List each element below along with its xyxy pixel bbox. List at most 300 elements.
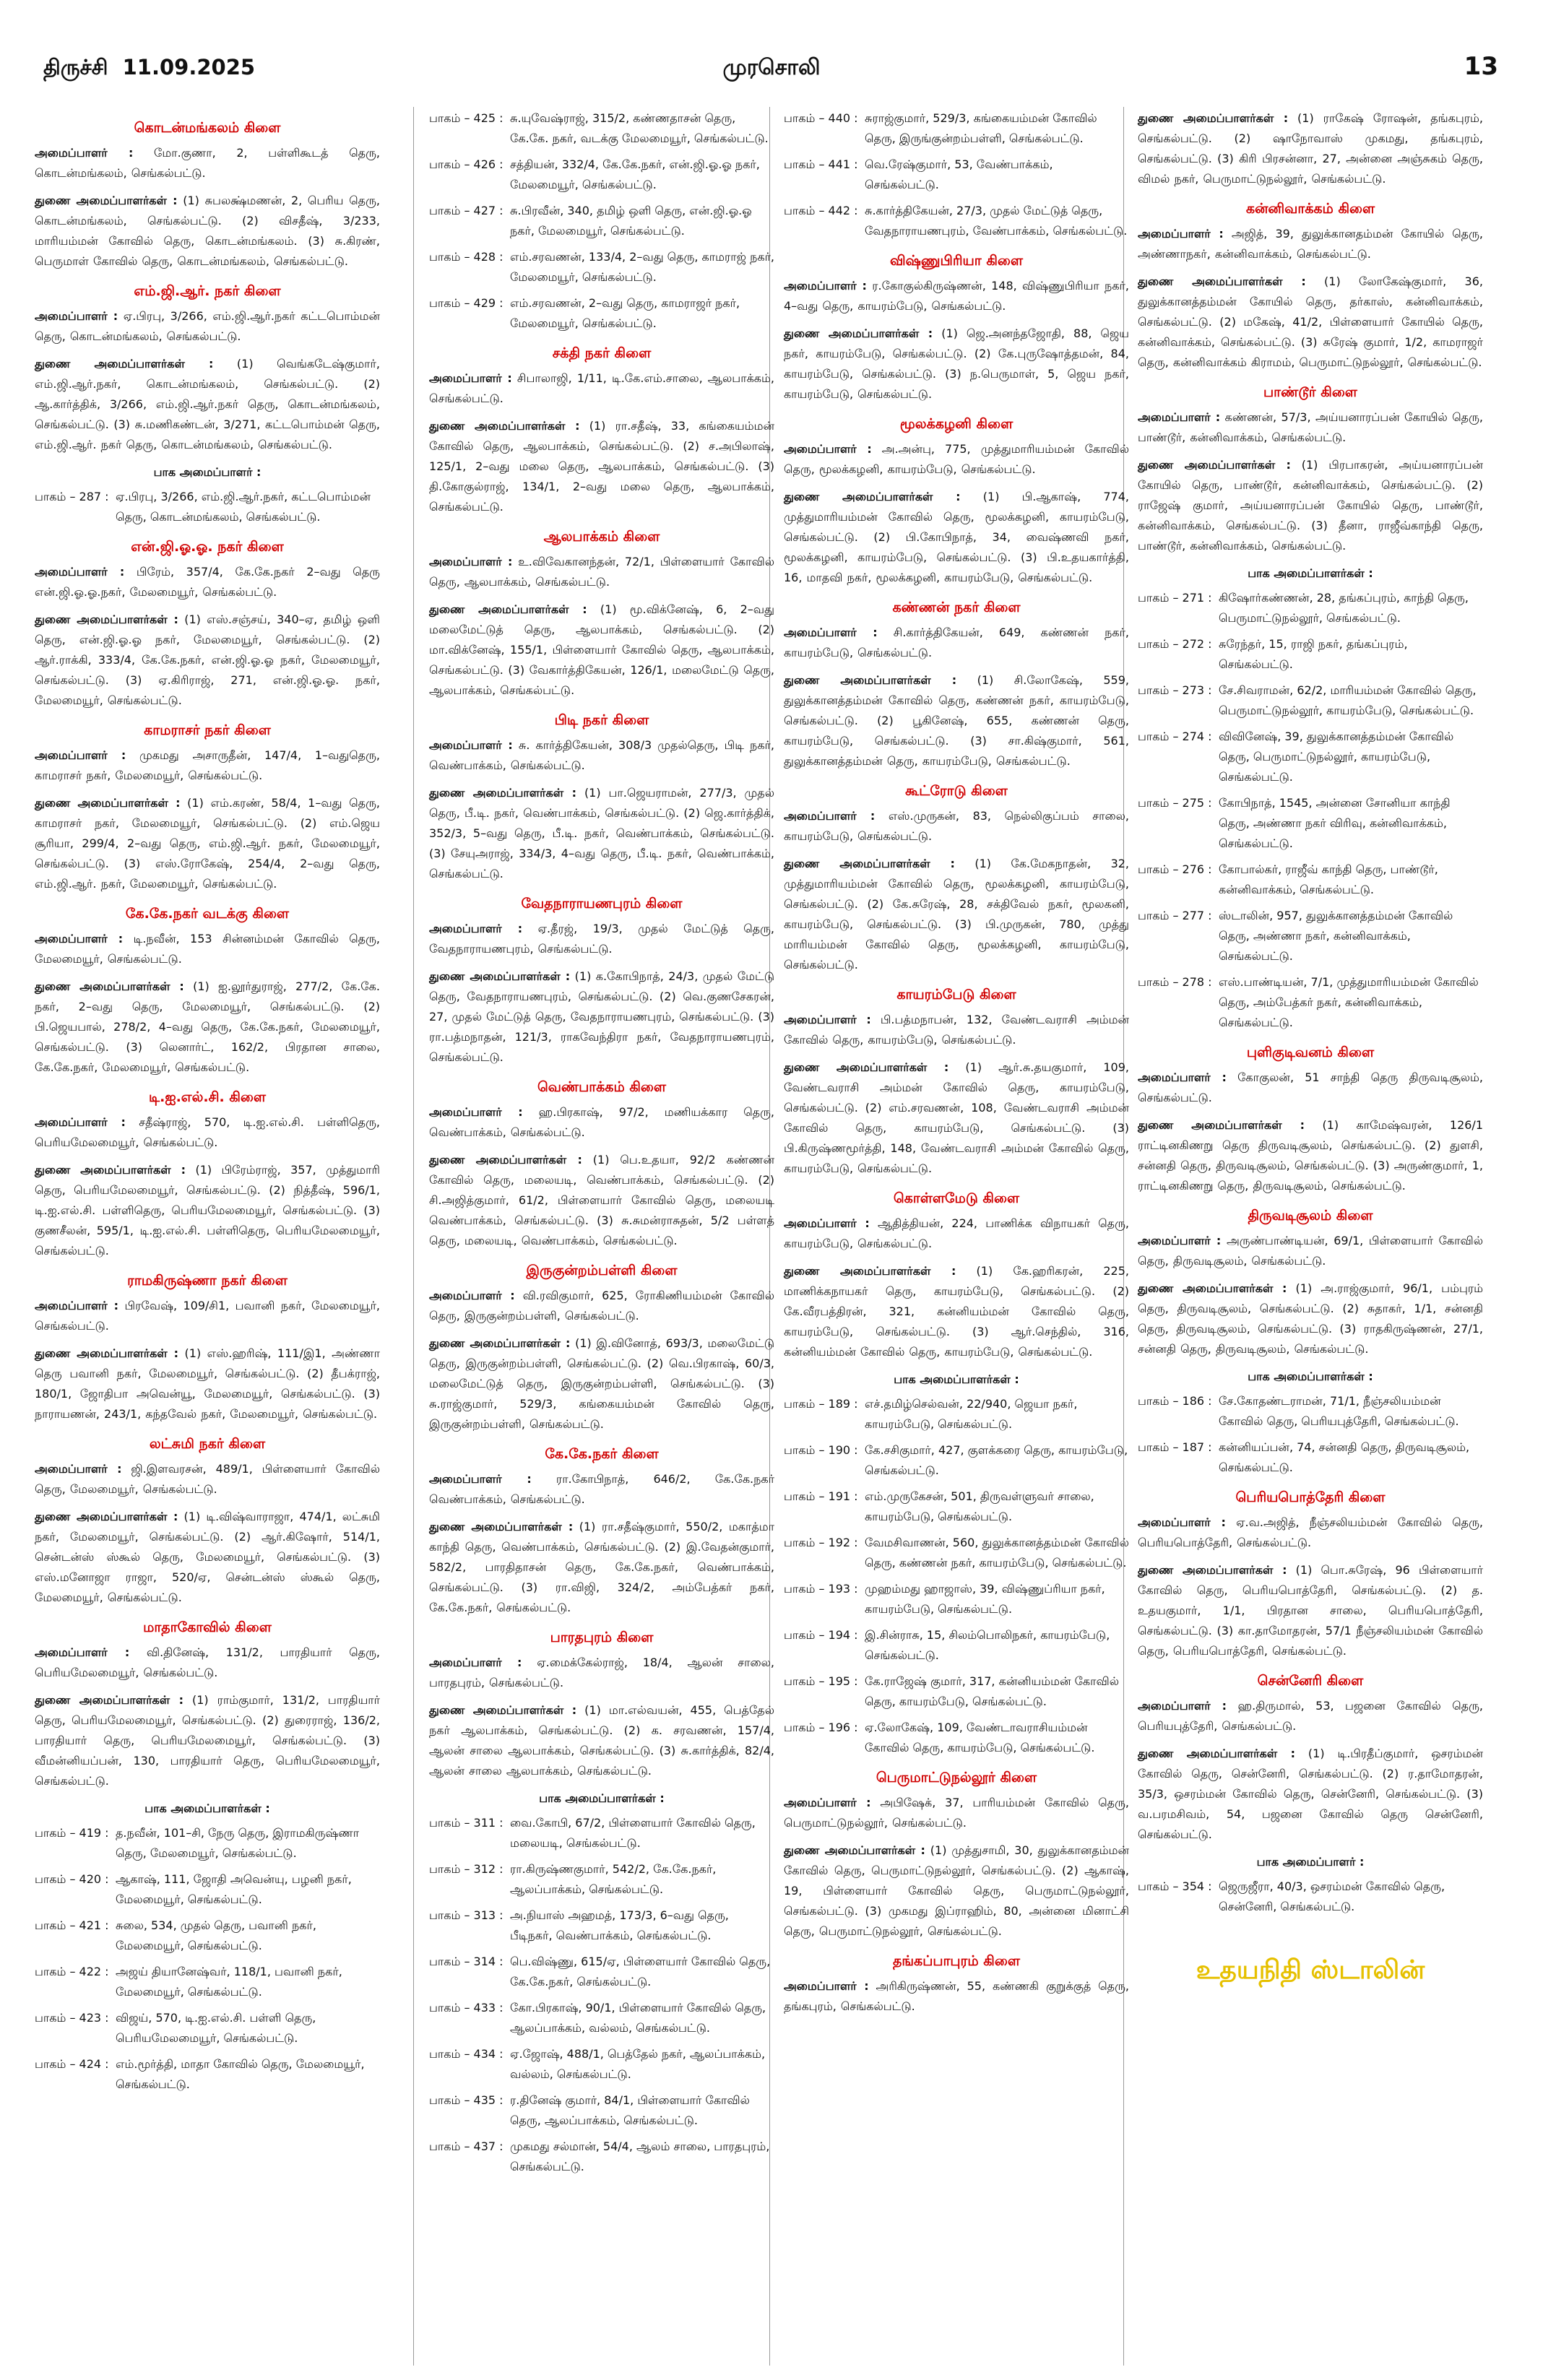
booth-entry (784, 1671, 1129, 1712)
branch-heading: சக்தி நகர் கிளை (552, 345, 652, 361)
organizer-label: அமைப்பாளர் : (35, 565, 125, 579)
organizer-label: அமைப்பாளர் : (429, 1472, 532, 1486)
deputy-text: (1) பிரபாகரன், அய்யனாரப்பன் கோயில் தெரு, பாண்டூர், கன்னிவாக்கம், செங்கல்பட்டு. (2) ராஜேஷ் குமார், அய்யனாரப்பன் கோயில் தெரு, பாண்டூர், கன்னிவாக்கம், செங்கல்பட்டு. (3) தீனா, ராஜீவ்காந்தி தெரு, பாண்டூர், கன்னிவாக்கம், செங்கல்பட்டு. (1138, 458, 1484, 553)
booth-text: கிஷோர்கண்ணன், 28, தங்கப்புரம், காந்தி தெரு, பெருமாட்டுநல்லூர், செங்கல்பட்டு. (1219, 591, 1469, 625)
organizer-label: அமைப்பாளர் : (429, 1105, 523, 1119)
deputy-text: (1) ரா.சதீஷ்குமார், 550/2, மகாத்மா காந்தி தெரு, வெண்பாக்கம், செங்கல்பட்டு. (2) இ.வேதன்குமார், 582/2, பாரதிதாசன் தெரு, கே.கே.நகர், வெண்பாக்கம், செங்கல்பட்டு. (3) ரா.விஜி, 324/2, அம்பேத்கர் நகர், கே.கே.நகர், செங்கல்பட்டு. (429, 1520, 774, 1614)
booth-entry (784, 201, 1129, 241)
booth-entry (429, 2090, 774, 2131)
deputy-text: (1) எஸ்.ஹரிஷ், 111/இ1, அண்ணா தெரு பவானி நகர், மேலமையூர், செங்கல்பட்டு. (2) தீபக்ராஜ், 180/1, ஜோதிபா அவென்யூ, மேலமையூர், செங்கல்பட்டு. (3) நாராயணன், 243/1, கந்தவேல் நகர், மேலமையூர், செங்கல்பட்டு. (35, 1346, 380, 1421)
booth-number: பாகம் – 191 : (784, 1489, 858, 1503)
organizer-entry (429, 735, 774, 776)
organizer-label: அமைப்பாளர் : (429, 1289, 515, 1302)
branch-heading: மூலக்கழனி கிளை (899, 416, 1013, 432)
booth-number: பாகம் – 424 : (35, 2057, 109, 2071)
column-3 (784, 108, 1129, 2024)
booth-number: பாகம் – 192 : (784, 1536, 858, 1549)
deputy-label: துணை அமைப்பாளர்கள் : (1138, 274, 1306, 288)
branch-heading: தங்கப்பாபுரம் கிளை (893, 1953, 1020, 1969)
organizer-entry (784, 1976, 1129, 2017)
booth-subheading: பாக அமைப்பாளர்கள் : (144, 1801, 270, 1815)
deputy-label: துணை அமைப்பாளர்கள் : (35, 613, 178, 626)
branch-heading: பிடி நகர் கிளை (554, 712, 649, 728)
booth-text: எம்.மூர்த்தி, மாதா கோவில் தெரு, மேலமையூர், செங்கல்பட்டு. (116, 2057, 365, 2091)
booth-number: பாகம் – 193 : (784, 1582, 858, 1596)
organizer-entry (784, 806, 1129, 847)
deputy-text: (1) எஸ்.சஞ்சய், 340–ஏ, தமிழ் ஒளி தெரு, என்.ஜி.ஓ.ஓ நகர், மேலமையூர், செங்கல்பட்டு. (2) ஆர்.ராக்கி, 333/4, கே.கே.நகர், என்.ஜி.ஓ.ஓ நகர், மேலமையூர், செங்கல்பட்டு. (3) ஏ.கிரிராஜ், 271, என்.ஜி.ஓ.ஓ. நகர், மேலமையூர், செங்கல்பட்டு. (35, 613, 380, 707)
organizer-label: அமைப்பாளர் : (35, 932, 124, 945)
organizer-entry (784, 1010, 1129, 1050)
organizer-entry (35, 562, 380, 602)
booth-number: பாகம் – 442 : (784, 204, 858, 217)
branch-heading: திருவடிசூலம் கிளை (1248, 1208, 1373, 1224)
deputy-entry (784, 1057, 1129, 1179)
booth-entry (429, 1998, 774, 2038)
deputy-text: (1) காமேஷ்வரன், 126/1 ராட்டினகிணறு தெரு திருவடிசூலம், செங்கல்பட்டு. (2) துளசி, சன்னதி தெரு, திருவடிசூலம், செங்கல்பட்டு. (3) அருண்குமார், 1, ராட்டினகிணறு தெரு, திருவடிசூலம், செங்கல்பட்டு. (1138, 1118, 1484, 1193)
branch-heading: எம்.ஜி.ஆர். நகர் கிளை (134, 283, 281, 299)
booth-number: பாகம் – 271 : (1138, 591, 1212, 605)
organizer-text: ஆதித்தியன், 224, பாணிக்க விநாயகர் தெரு, காயரம்பேடு, செங்கல்பட்டு. (784, 1216, 1130, 1250)
column-4 (1138, 108, 1483, 1986)
booth-entry (429, 2044, 774, 2085)
organizer-label: அமைப்பாளர் : (429, 555, 513, 568)
booth-number: பாகம் – 273 : (1138, 683, 1212, 697)
booth-number: பாகம் – 312 : (429, 1862, 503, 1876)
booth-text: சு.கார்த்திகேயன், 27/3, முதல் மேட்டுத் தெரு, வேதநாராயணபுரம், வேண்பாக்கம், செங்கல்பட்டு. (865, 204, 1128, 238)
deputy-text: (1) ரா.சதீஷ், 33, கங்கையம்மன் கோவில் தெரு, ஆலபாக்கம், செங்கல்பட்டு. (2) ச.அபிலாஷ், 125/1, 2–வது மலை தெரு, ஆலபாக்கம், செங்கல்பட்டு. (3) தி.கோகுல்ராஜ், 134/1, 2–வது மலை தெரு, ஆலபாக்கம், செங்கல்பட்டு. (429, 419, 774, 514)
deputy-entry (429, 783, 774, 884)
booth-text: அஜய் தியானேஷ்வர், 118/1, பவானி நகர், மேலமையூர், செங்கல்பட்டு. (116, 1965, 342, 1999)
booth-entry (35, 2008, 380, 2048)
booth-text: முகமது சல்மான், 54/4, ஆலம் சாலை, பாரதபுரம், செங்கல்பட்டு. (510, 2139, 770, 2173)
organizer-text: ஹ.பிரகாஷ், 97/2, மணியக்கார தெரு, வெண்பாக்கம், செங்கல்பட்டு. (429, 1105, 775, 1139)
booth-text: முஹம்மது ஹாஜாஸ், 39, விஷ்ணுப்ரியா நகர், காயரம்பேடு, செங்கல்பட்டு. (865, 1582, 1105, 1616)
deputy-label: துணை அமைப்பாளர்கள் : (35, 1693, 184, 1707)
deputy-label: துணை அமைப்பாளர்கள் : (1138, 1281, 1287, 1295)
booth-number: பாகம் – 433 : (429, 2001, 503, 2015)
deputy-label: துணை அமைப்பாளர்கள் : (1138, 1747, 1295, 1760)
deputy-text: (1) எம்.கரண், 58/4, 1–வது தெரு, காமராசர் நகர், மேலமையூர், செங்கல்பட்டு. (2) எம்.ஜெய சூரியா, 299/4, 2–வது தெரு, எம்.ஜி.ஆர். நகர், மேலமையூர், செங்கல்பட்டு. (3) எஸ்.ரோகேஷ், 254/4, 2–வது தெரு, எம்.ஜி.ஆர். நகர், மேலமையூர், செங்கல்பட்டு. (35, 796, 380, 891)
booth-text: வெ.ரேஷ்குமார், 53, வேண்பாக்கம், செங்கல்பட்டு. (865, 157, 1053, 191)
deputy-text: (1) லோகேஷ்குமார், 36, துலுக்கானத்தம்மன் கோயில் தெரு, தர்காஸ், கன்னிவாக்கம், செங்கல்பட்டு. (2) மகேஷ், 41/2, பிள்ளையார் கோயில் தெரு, கன்னிவாக்கம், செங்கல்பட்டு. (3) சுரேஷ் குமார், 1/2, காமராஜர் தெரு, கன்னிவாக்கம் கிராமம், பெருமாட்டுநல்லூர், செங்கல்பட்டு. (1138, 274, 1483, 369)
booth-text: வை.கோபி, 67/2, பிள்ளையார் கோவில் தெரு, மலையடி, செங்கல்பட்டு. (510, 1816, 756, 1850)
booth-number: பாகம் – 190 : (784, 1443, 858, 1457)
organizer-label: அமைப்பாளர் : (429, 371, 512, 385)
branch-heading: கே.கே.நகர் கிளை (545, 1446, 659, 1462)
deputy-entry (1138, 272, 1483, 373)
booth-entry (35, 1916, 380, 1956)
edition-name: திருச்சி (43, 55, 108, 79)
branch-heading: கே.கே.நகர் வடக்கு கிளை (125, 906, 290, 922)
booth-text: வேமசிவாணன், 560, துலுக்கானத்தம்மன் கோவில் தெரு, கண்ணன் நகர், காயரம்பேடு, செங்கல்பட்டு. (865, 1536, 1129, 1570)
booth-number: பாகம் – 434 : (429, 2047, 503, 2061)
deputy-text: (1) பொ.சுரேஷ், 96 பிள்ளையார் கோவில் தெரு, பெரியபொத்தேரி, செங்கல்பட்டு. (2) த. உதயகுமார், 1/1, பிரதான சாலை, பெரியபொத்தேரி, செங்கல்பட்டு. (3) கா.தாமோதரன், 57/1 நீஞ்சலியம்மன் கோவில் தெரு, பெரியபொத்தேரி, செங்கல்பட்டு. (1138, 1563, 1484, 1658)
deputy-label: துணை அமைப்பாளர்கள் : (784, 1843, 925, 1857)
deputy-label: துணை அமைப்பாளர்கள் : (1138, 1118, 1305, 1132)
organizer-label: அமைப்பாளர் : (35, 1645, 130, 1659)
branch-heading: சென்னேரி கிளை (1257, 1673, 1364, 1689)
deputy-text: (1) சுபலக்ஷ்மணன், 2, பெரிய தெரு, கொடன்மங்கலம், செங்கல்பட்டு. (2) விசதீஷ், 3/233, மாரியம்மன் கோவில் தெரு, கொடன்மங்கலம். (3) சு.கிரண், பெருமாள் கோவில் தெரு, கொடன்மங்கலம், செங்கல்பட்டு. (35, 194, 380, 268)
branch-heading: விஷ்ணுபிரியா கிளை (889, 253, 1024, 269)
booth-subheading: பாக அமைப்பாளர் : (1256, 1855, 1365, 1869)
organizer-entry (429, 1653, 774, 1693)
organizer-entry (429, 552, 774, 592)
deputy-label: துணை அமைப்பாளர்கள் : (429, 1520, 574, 1533)
booth-entry (35, 1962, 380, 2002)
organizer-text: ஏ.மைக்கேல்ராஜ், 18/4, ஆலன் சாலை, பாரதபுரம், செங்கல்பட்டு. (429, 1656, 775, 1689)
booth-text: சுராஜ்குமார், 529/3, கங்கையம்மன் கோவில் தெரு, இருங்குன்றம்பள்ளி, செங்கல்பட்டு. (865, 111, 1097, 145)
booth-number: பாகம் – 311 : (429, 1816, 503, 1830)
deputy-entry (35, 1507, 380, 1608)
organizer-text: சிபாலாஜி, 1/11, டி.கே.எம்.சாலை, ஆலபாக்கம், செங்கல்பட்டு. (429, 371, 774, 405)
branch-heading: இருகுன்றம்பள்ளி கிளை (526, 1263, 678, 1278)
booth-number: பாகம் – 423 : (35, 2011, 109, 2025)
branch-heading: லட்சுமி நகர் கிளை (149, 1436, 266, 1452)
column-2 (429, 108, 774, 2183)
deputy-label: துணை அமைப்பாளர்கள் : (35, 357, 214, 371)
deputy-text: (1) ஜெ.அனந்தஜோதி, 88, ஜெய நகர், காயரம்பேடு, செங்கல்பட்டு. (2) கே.புருஷோத்தமன், 84, காயரம்பேடு, செங்கல்பட்டு. (3) ந.பெருமாள், 5, ஜெய நகர், காயரம்பேடு, செங்கல்பட்டு. (784, 326, 1129, 401)
organizer-label: அமைப்பாளர் : (429, 1656, 522, 1669)
deputy-entry (429, 1517, 774, 1618)
deputy-text: (1) ஐ.லூர்துராஜ், 277/2, கே.கே. நகர், 2–வது தெரு, மேலமையூர், செங்கல்பட்டு. (2) பி.ஜெயபால், 278/2, 4–வது தெரு, கே.கே.நகர், மேலமையூர், செங்கல்பட்டு. (3) லெனார்ட், 162/2, பிரதான சாலை, கே.கே.நகர், மேலமையூர், செங்கல்பட்டு. (35, 979, 380, 1074)
branch-heading: புளிகுடிவனம் கிளை (1246, 1044, 1375, 1060)
organizer-label: அமைப்பாளர் : (1138, 1699, 1227, 1713)
organizer-entry (1138, 407, 1483, 448)
organizer-text: கண்ணன், 57/3, அய்யனாரப்பன் கோயில் தெரு, பாண்டூர், கன்னிவாக்கம், செங்கல்பட்டு. (1138, 410, 1484, 444)
organizer-label: அமைப்பாளர் : (35, 748, 126, 762)
deputy-text: (1) கே.மேகநாதன், 32, முத்துமாரியம்மன் கோவில் தெரு, மூலக்கழனி, காயரம்பேடு, செங்கல்பட்டு. (2) கே.சுரேஷ், 28, சக்திவேல் நகர், மூலகனி, காயரம்பேடு, செங்கல்பட்டு. (3) பி.முருகன், 780, முத்து மாரியம்மன் கோவில் தெரு, மூலக்கழனி, காயரம்பேடு, செங்கல்பட்டு. (784, 857, 1130, 972)
deputy-text: (1) சி.லோகேஷ், 559, துலுக்கானத்தம்மன் கோவில் தெரு, கண்ணன் நகர், காயரம்பேடு, செங்கல்பட்டு. (2) பூகினேஷ், 655, கண்ணன் தெரு, காயரம்பேடு, செங்கல்பட்டு. (3) சா.கிஷ்குமார், 561, துலுக்கானத்தம்மன் தெரு, காயரம்பேடு, செங்கல்பட்டு. (784, 673, 1129, 768)
booth-entry (1138, 972, 1483, 1033)
deputy-label: துணை அமைப்பாளர்கள் : (429, 419, 580, 433)
booth-entry (1138, 588, 1483, 628)
booth-number: பாகம் – 196 : (784, 1721, 858, 1734)
deputy-label: துணை அமைப்பாளர்கள் : (35, 194, 178, 207)
organizer-label: அமைப்பாளர் : (1138, 1234, 1222, 1247)
organizer-entry (35, 929, 380, 969)
booth-entry (1138, 1877, 1483, 1917)
deputy-text: (1) இ.வினோத், 693/3, மலைமேட்டு தெரு, இருகுன்றம்பள்ளி, செங்கல்பட்டு. (2) வெ.பிரகாஷ், 60/3, மலைமேட்டுத் தெரு, இருகுன்றம்பள்ளி, செங்கல்பட்டு. (3) சு.ராஜ்குமார், 529/3, கங்கையம்மன் கோவில் தெரு, இருகுன்றம்பள்ளி, செங்கல்பட்டு. (429, 1336, 774, 1431)
deputy-label: துணை அமைப்பாளர்கள் : (784, 490, 961, 503)
booth-text: ஆகாஷ், 111, ஜோதி அவென்யு, பழனி நகர், மேலமையூர், செங்கல்பட்டு. (116, 1872, 352, 1906)
booth-entry (1138, 860, 1483, 900)
deputy-entry (1138, 1560, 1483, 1661)
booth-entry (784, 155, 1129, 195)
organizer-entry (429, 1469, 774, 1510)
deputy-entry (429, 416, 774, 517)
booth-entry (35, 1823, 380, 1864)
deputy-entry (784, 1840, 1129, 1942)
organizer-text: கோகுலன், 51 சாந்தி தெரு திருவடிசூலம், செங்கல்பட்டு. (1138, 1070, 1484, 1104)
booth-text: சு.பிரவீன், 340, தமிழ் ஒளி தெரு, என்.ஜி.ஓ.ஓ நகர், மேலமையூர், செங்கல்பட்டு. (510, 204, 752, 238)
booth-entry (429, 108, 774, 149)
organizer-text: பிரவேஷ், 109/சி1, பவானி நகர், மேலமையூர், செங்கல்பட்டு. (35, 1299, 381, 1333)
branch-heading: பெருமாட்டுநல்லூர் கிளை (876, 1770, 1037, 1786)
organizer-entry (429, 1286, 774, 1326)
deputy-label: துணை அமைப்பாளர்கள் : (1138, 458, 1291, 472)
deputy-text: (1) ஆர்.சு.தயகுமார், 109, வேண்டவராசி அம்மன் கோவில் தெரு, காயரம்பேடு, செங்கல்பட்டு. (2) எம்.சரவணன், 108, வேண்டவராசி அம்மன் கோவில் தெரு, காயரம்பேடு, செங்கல்பட்டு. (3) பி.கிருஷ்ணமூர்த்தி, 148, வேண்டவராசி அம்மன் கோவில் தெரு, காயரம்பேடு, செங்கல்பட்டு. (784, 1060, 1129, 1175)
booth-number: பாகம் – 440 : (784, 111, 858, 125)
organizer-entry (35, 143, 380, 183)
deputy-label: துணை அமைப்பாளர்கள் : (35, 1346, 179, 1360)
organizer-text: பி.பத்மநாபன், 132, வேண்டவராசி அம்மன் கோவில் தெரு, காயரம்பேடு, செங்கல்பட்டு. (784, 1013, 1129, 1047)
branch-heading: ஆலபாக்கம் கிளை (543, 529, 660, 545)
deputy-entry (35, 191, 380, 272)
booth-text: ஜெருஜீரா, 40/3, ஒசரம்மன் கோவில் தெரு, சென்னேரி, செங்கல்பட்டு. (1219, 1879, 1445, 1913)
booth-text: எம்.சரவணன், 2–வது தெரு, காமராஜர் நகர், மேலமையூர், செங்கல்பட்டு. (510, 296, 740, 330)
organizer-text: மோ.குணா, 2, பள்ளிகூடத் தெரு, கொடன்மங்கலம், செங்கல்பட்டு. (35, 146, 381, 180)
booth-text: எம்.சரவணன், 133/4, 2–வது தெரு, காமராஜ் நகர், மேலமையூர், செங்கல்பட்டு. (510, 250, 775, 284)
deputy-label: துணை அமைப்பாளர்கள் : (429, 1703, 577, 1717)
booth-number: பாகம் – 437 : (429, 2139, 503, 2153)
deputy-text: (1) ராகேஷ் ரோஷன், தங்கபுரம், செங்கல்பட்டு. (2) ஷாநோவாஸ் முகமது, தங்கபுரம், செங்கல்பட்டு. (3) கிரி பிரசன்னா, 27, அன்னை அஞ்சுகம் தெரு, விமல் நகர், பெருமாட்டுநல்லூர், செங்கல்பட்டு. (1138, 111, 1483, 186)
organizer-text: பிரேம், 357/4, கே.கே.நகர் 2–வது தெரு என்.ஜி.ஓ.ஓ.நகர், மேலமையூர், செங்கல்பட்டு. (35, 565, 381, 599)
booth-entry (429, 1952, 774, 1992)
organizer-text: ஏ.பிரபு, 3/266, எம்.ஜி.ஆர்.நகர் கட்டபொம்மன் தெரு, கொடன்மங்கலம், செங்கல்பட்டு. (35, 309, 380, 343)
deputy-entry (35, 354, 380, 455)
deputy-label: துணை அமைப்பாளர்கள் : (429, 1153, 582, 1167)
organizer-entry (1138, 1068, 1483, 1108)
booth-text: ஸ்டாலின், 957, துலுக்கானத்தம்மன் கோவில் தெரு, அண்ணா நகர், கன்னிவாக்கம், செங்கல்பட்டு. (1219, 909, 1453, 963)
organizer-entry (35, 1112, 380, 1153)
deputy-entry (429, 966, 774, 1068)
branch-heading: காயரம்பேடு கிளை (896, 987, 1016, 1003)
booth-text: சத்தியன், 332/4, கே.கே.நகர், என்.ஜி.ஓ.ஓ நகர், மேலமையூர், செங்கல்பட்டு. (510, 157, 760, 191)
organizer-text: ஜி.இளவரசன், 489/1, பிள்ளையார் கோவில் தெரு, மேலமையூர், செங்கல்பட்டு. (35, 1462, 381, 1496)
deputy-entry (784, 487, 1129, 588)
organizer-entry (429, 1102, 774, 1143)
branch-heading: கண்ணன் நகர் கிளை (892, 600, 1021, 615)
deputy-entry (35, 1160, 380, 1261)
organizer-label: அமைப்பாளர் : (1138, 227, 1224, 241)
organizer-text: ஏ.வ.அஜித், நீஞ்சலியம்மன் கோவில் தெரு, பெரியபொத்தேரி, செங்கல்பட்டு. (1138, 1515, 1483, 1549)
booth-entry (784, 1487, 1129, 1527)
organizer-label: அமைப்பாளர் : (784, 1216, 870, 1230)
booth-number: பாகம் – 421 : (35, 1918, 109, 1932)
deputy-entry (1138, 1744, 1483, 1845)
booth-number: பாகம் – 419 : (35, 1826, 109, 1840)
deputy-entry (784, 1261, 1129, 1362)
branch-heading: என்.ஜி.ஓ.ஓ. நகர் கிளை (131, 539, 284, 555)
booth-number: பாகம் – 435 : (429, 2093, 503, 2107)
organizer-text: சு. கார்த்திகேயன், 308/3 முதல்தெரு, பிடி நகர், வெண்பாக்கம், செங்கல்பட்டு. (429, 738, 775, 772)
organizer-text: அரிகிருஷ்ணன், 55, கண்ணகி குறுக்குத் தெரு, தங்கபுரம், செங்கல்பட்டு. (784, 1979, 1129, 2013)
deputy-label: துணை அமைப்பாளர்கள் : (784, 857, 955, 870)
organizer-entry (784, 276, 1129, 316)
booth-text: ஏ.ஜோஷ், 488/1, பெத்தேல் நகர், ஆலப்பாக்கம், வல்லம், செங்கல்பட்டு. (510, 2047, 766, 2081)
organizer-label: அமைப்பாளர் : (35, 1462, 122, 1476)
column-1 (35, 108, 380, 2100)
booth-entry (1138, 680, 1483, 721)
organizer-text: சி.கார்த்திகேயன், 649, கண்ணன் நகர், காயரம்பேடு, செங்கல்பட்டு. (784, 626, 1130, 659)
booth-number: பாகம் – 275 : (1138, 796, 1212, 810)
deputy-text: (1) பா.ஜெயராமன், 277/3, முதல் தெரு, பீ.டி. நகர், வெண்பாக்கம், செங்கல்பட்டு. (2) ஜெ.கார்த்திக், 352/3, 5–வது தெரு, பீ.டி. நகர், வெண்பாக்கம், செங்கல்பட்டு. (3) சேயுஅராஜ், 334/3, 4–வது தெரு, பீ.டி. நகர், வெண்பாக்கம், செங்கல்பட்டு. (429, 786, 774, 880)
booth-text: சுலை, 534, முதல் தெரு, பவானி நகர், மேலமையூர், செங்கல்பட்டு. (116, 1918, 316, 1952)
booth-text: சே.சிவராமன், 62/2, மாரியம்மன் கோவில் தெரு, பெருமாட்டுநல்லூர், காயரம்பேடு, செங்கல்பட்டு. (1219, 683, 1477, 717)
booth-text: அ.நியாஸ் அஹமத், 173/3, 6–வது தெரு, பீடிநகர், வெண்பாக்கம், செங்கல்பட்டு. (510, 1908, 729, 1942)
booth-text: விஜய், 570, டி.ஐ.எல்.சி. பள்ளி தெரு, பெரியமேலமையூர், செங்கல்பட்டு. (116, 2011, 316, 2045)
booth-text: கே.ராஜேஷ் குமார், 317, கன்னியம்மன் கோவில் தெரு, காயரம்பேடு, செங்கல்பட்டு. (865, 1674, 1119, 1708)
branch-heading: டி.ஐ.எல்.சி. கிளை (148, 1089, 267, 1105)
deputy-label: துணை அமைப்பாளர்கள் : (35, 1510, 178, 1523)
booth-entry (429, 1905, 774, 1946)
branch-heading: பாண்டூர் கிளை (1263, 384, 1357, 400)
organizer-label: அமைப்பாளர் : (35, 146, 134, 160)
deputy-label: துணை அமைப்பாளர்கள் : (429, 969, 571, 983)
organizer-text: அ.அன்பு, 775, முத்துமாரியம்மன் கோவில் தெரு, மூலக்கழனி, காயரம்பேடு, செங்கல்பட்டு. (784, 442, 1130, 476)
deputy-label: துணை அமைப்பாளர்கள் : (1138, 1563, 1287, 1577)
booth-text: இ.சின்ராசு, 15, சிலம்பொலிநகர், காயரம்பேடு, செங்கல்பட்டு. (865, 1628, 1110, 1662)
organizer-entry (35, 1643, 380, 1683)
organizer-text: உ.விவேகானந்தன், 72/1, பிள்ளையார் கோவில் தெரு, ஆலபாக்கம், செங்கல்பட்டு. (429, 555, 775, 589)
booth-entry (429, 1813, 774, 1853)
signature: உதயநிதி ஸ்டாலின் (1196, 1955, 1425, 1985)
deputy-entry (1138, 1278, 1483, 1359)
organizer-entry (35, 1459, 380, 1500)
organizer-label: அமைப்பாளர் : (1138, 410, 1221, 424)
branch-heading: வேதநாராயணபுரம் கிளை (521, 896, 683, 912)
deputy-entry (784, 854, 1129, 975)
booth-text: ஏ.லோகேஷ், 109, வேண்டாவராசியம்மன் கோவில் தெரு, காயரம்பேடு, செங்கல்பட்டு. (865, 1721, 1095, 1754)
booth-entry (784, 1579, 1129, 1619)
deputy-entry (35, 977, 380, 1078)
branch-heading: கன்னிவாக்கம் கிளை (1245, 201, 1375, 217)
booth-entry (429, 201, 774, 241)
organizer-entry (35, 306, 380, 347)
branch-heading: பெரியபொத்தேரி கிளை (1235, 1489, 1386, 1505)
deputy-text: (1) ராம்குமார், 131/2, பாரதியார் தெரு, பெரியமேலமையூர், செங்கல்பட்டு. (2) துரைராஜ், 136/2, பாரதியார் தெரு, பெரியமேலமையூர், செங்கல்பட்டு. (3) வீமன்னியப்பன், 130, பாரதியார் தெரு, பெரியமேலமையூர், செங்கல்பட்டு. (35, 1693, 381, 1788)
booth-entry (784, 1718, 1129, 1758)
booth-text: பெ.விஷ்ணு, 615/ஏ, பிள்ளையார் கோவில் தெரு, கே.கே.நகர், செங்கல்பட்டு. (510, 1955, 771, 1989)
organizer-label: அமைப்பாளர் : (429, 738, 513, 752)
booth-entry (35, 487, 380, 527)
booth-subheading: பாக அமைப்பாளர் : (153, 465, 262, 479)
booth-text: ஏ.பிரபு, 3/266, எம்.ஜி.ஆர்.நகர், கட்டபொம்மன் தெரு, கொடன்மங்கலம், செங்கல்பட்டு. (116, 490, 371, 524)
booth-subheading: பாக அமைப்பாளர்கள் : (1248, 566, 1373, 580)
deputy-entry (429, 1333, 774, 1435)
organizer-entry (429, 368, 774, 409)
deputy-text: (1) மா.எல்வயன், 455, பெத்தேல் நகர் ஆலபாக்கம், செங்கல்பட்டு. (2) க. சரவணன், 157/4, ஆலன் சாலை ஆலபாக்கம், செங்கல்பட்டு. (3) சு.கார்த்திக், 82/4, ஆலன் சாலை ஆலபாக்கம், செங்கல்பட்டு. (429, 1703, 774, 1778)
booth-text: ரா.கிருஷ்ணகுமார், 542/2, கே.கே.நகர், ஆலப்பாக்கம், செங்கல்பட்டு. (510, 1862, 717, 1896)
organizer-text: சதீஷ்ராஜ், 570, டி.ஐ.எல்.சி. பள்ளிதெரு, பெரியமேலமையூர், செங்கல்பட்டு. (35, 1115, 380, 1149)
organizer-text: அபிஷேக், 37, பாரியம்மன் கோவில் தெரு, பெருமாட்டுநல்லூர், செங்கல்பட்டு. (784, 1796, 1130, 1830)
organizer-label: அமைப்பாளர் : (784, 809, 876, 823)
deputy-entry (1138, 455, 1483, 556)
organizer-label: அமைப்பாளர் : (35, 1115, 126, 1129)
organizer-entry (429, 919, 774, 959)
organizer-entry (35, 1296, 380, 1336)
organizer-text: ரா.கோபிநாத், 646/2, கே.கே.நகர் வெண்பாக்கம், செங்கல்பட்டு. (429, 1472, 774, 1506)
organizer-label: அமைப்பாளர் : (784, 1796, 871, 1809)
deputy-text: (1) டி.விஷ்வாராஜா, 474/1, லட்சுமி நகர், மேலமையூர், செங்கல்பட்டு. (2) ஆர்.கிஷோர், 514/1, சென்டன்ஸ் ஸ்கூல் தெரு, மேலமையூர், செங்கல்பட்டு. (3) எஸ்.மனோஜா ராஜா, 520/ஏ, சென்டன்ஸ் ஸ்கூல் தெரு, மேலமையூர், செங்கல்பட்டு. (35, 1510, 380, 1604)
organizer-entry (1138, 1696, 1483, 1736)
deputy-label: துணை அமைப்பாளர்கள் : (35, 1163, 186, 1177)
organizer-label: அமைப்பாளர் : (784, 279, 867, 293)
organizer-text: ஹ.திருமால், 53, பஜனை கோவில் தெரு, பெரியபுத்தேரி, செங்கல்பட்டு. (1138, 1699, 1483, 1733)
booth-number: பாகம் – 186 : (1138, 1394, 1212, 1408)
organizer-label: அமைப்பாளர் : (784, 626, 878, 639)
deputy-entry (1138, 1115, 1483, 1196)
booth-number: பாகம் – 429 : (429, 296, 503, 310)
booth-entry (784, 1625, 1129, 1666)
booth-number: பாகம் – 287 : (35, 490, 109, 503)
branch-heading: ராமகிருஷ்ணா நகர் கிளை (127, 1273, 288, 1289)
deputy-entry (35, 610, 380, 711)
deputy-entry (429, 600, 774, 701)
deputy-entry (35, 1690, 380, 1791)
deputy-entry (429, 1150, 774, 1251)
organizer-entry (35, 745, 380, 786)
booth-number: பாகம் – 422 : (35, 1965, 109, 1978)
deputy-entry (429, 1700, 774, 1781)
deputy-entry (784, 324, 1129, 404)
booth-text: சே.கோதண்டராமன், 71/1, நீஞ்சலியம்மன் கோவில் தெரு, பெரியபுத்தேரி, செங்கல்பட்டு. (1219, 1394, 1459, 1428)
booth-number: பாகம் – 428 : (429, 250, 503, 264)
deputy-text: (1) வெங்கடேஷ்குமார், எம்.ஜி.ஆர்.நகர், கொடன்மங்கலம், செங்கல்பட்டு. (2) ஆ.கார்த்திக், 3/266, எம்.ஜி.ஆர்.நகர் தெரு, கொடன்மங்கலம், செங்கல்பட்டு. (3) சு.மணிகண்டன், 3/271, கட்டபொம்மன் தெரு, எம்.ஜி.ஆர். நகர் தெரு, கொடன்மங்கலம், செங்கல்பட்டு. (35, 357, 380, 451)
organizer-label: அமைப்பாளர் : (35, 1299, 119, 1312)
booth-number: பாகம் – 425 : (429, 111, 503, 125)
booth-text: எம்.முருகேசன், 501, திருவள்ளுவர் சாலை, காயரம்பேடு, செங்கல்பட்டு. (865, 1489, 1094, 1523)
booth-entry (429, 293, 774, 334)
booth-text: கோபால்கர், ராஜீவ் காந்தி தெரு, பாண்டூர், கன்னிவாக்கம், செங்கல்பட்டு. (1219, 862, 1438, 896)
deputy-label: துணை அமைப்பாளர்கள் : (429, 1336, 571, 1350)
booth-entry (1138, 793, 1483, 854)
deputy-label: துணை அமைப்பாளர்கள் : (784, 326, 933, 340)
booth-number: பாகம் – 272 : (1138, 637, 1212, 651)
booth-number: பாகம் – 427 : (429, 204, 503, 217)
booth-number: பாகம் – 354 : (1138, 1879, 1212, 1893)
booth-entry (784, 108, 1129, 149)
issue-date: 11.09.2025 (122, 55, 256, 79)
booth-entry (1138, 1437, 1483, 1478)
organizer-entry (1138, 1513, 1483, 1553)
booth-number: பாகம் – 313 : (429, 1908, 503, 1922)
organizer-label: அமைப்பாளர் : (1138, 1515, 1226, 1529)
organizer-text: டி.நவீன், 153 சின்னம்மன் கோவில் தெரு, மேலமையூர், செங்கல்பட்டு. (35, 932, 381, 966)
booth-text: எஸ்.பாண்டியன், 7/1, முத்துமாரியம்மன் கோவில் தெரு, அம்பேத்கர் நகர், கன்னிவாக்கம், செங்கல்பட்டு. (1219, 975, 1479, 1029)
booth-number: பாகம் – 195 : (784, 1674, 858, 1688)
organizer-entry (1138, 224, 1483, 264)
booth-entry (429, 1859, 774, 1900)
deputy-label: துணை அமைப்பாளர்கள் : (429, 602, 587, 616)
booth-entry (35, 1869, 380, 1910)
organizer-entry (784, 1213, 1129, 1254)
organizer-entry (784, 1793, 1129, 1833)
deputy-text: (1) கே.ஹரிகரன், 225, மாணிக்கநாயகர் தெரு, காயரம்பேடு, செங்கல்பட்டு. (2) கே.வீரபத்திரன், 321, கன்னியம்மன் கோவில் தெரு, காயரம்பேடு, செங்கல்பட்டு. (3) ஆர்.செந்தில், 316, கன்னியம்மன் கோவில் தெரு, காயரம்பேடு, செங்கல்பட்டு. (784, 1264, 1129, 1359)
booth-number: பாகம் – 194 : (784, 1628, 858, 1642)
deputy-text: (1) பி.ஆகாஷ், 774, முத்துமாரியம்மன் கோவில் தெரு, மூலக்கழனி, காயரம்பேடு, செங்கல்பட்டு. (2) பி.கோபிநாத், 34, வைஷ்ணவி நகர், மூலக்கழனி, காயரம்பேடு, செங்கல்பட்டு. (3) பி.உதயகார்த்தி, 16, மாதவி நகர், மூலக்கழனி, காயரம்பேடு, செங்கல்பட்டு. (784, 490, 1129, 584)
booth-entry (1138, 906, 1483, 966)
branch-heading: கூட்ரோடு கிளை (905, 783, 1008, 799)
organizer-label: அமைப்பாளர் : (35, 309, 118, 323)
booth-entry (1138, 1391, 1483, 1432)
deputy-text: (1) முத்துசாமி, 30, துலுக்கானதம்மன் கோவில் தெரு, பெருமாட்டுநல்லூர், செங்கல்பட்டு. (2) ஆகாஷ், 19, பிள்ளையார் கோவில் தெரு, பெருமாட்டுநல்லூர், செங்கல்பட்டு. (3) முகமது இப்ராஹிம், 80, அன்னை மினாட்சி தெரு, பெருமாட்டுநல்லூர், செங்கல்பட்டு. (784, 1843, 1130, 1938)
organizer-text: முகமது அசாருதீன், 147/4, 1–வதுதெரு, காமராசர் நகர், மேலமையூர், செங்கல்பட்டு. (35, 748, 380, 782)
booth-number: பாகம் – 276 : (1138, 862, 1212, 876)
organizer-text: அஜித், 39, துலுக்கானதம்மன் கோயில் தெரு, அண்ணாநகர், கன்னிவாக்கம், செங்கல்பட்டு. (1138, 227, 1483, 261)
branch-heading: வெண்பாக்கம் கிளை (537, 1079, 667, 1095)
booth-number: பாகம் – 277 : (1138, 909, 1212, 922)
deputy-entry (1138, 108, 1483, 189)
organizer-label: அமைப்பாளர் : (784, 1979, 869, 1993)
page-number: 13 (1464, 52, 1498, 81)
booth-entry (784, 1394, 1129, 1435)
booth-text: கோ.பிரகாஷ், 90/1, பிள்ளையார் கோவில் தெரு, ஆலப்பாக்கம், வல்லம், செங்கல்பட்டு. (510, 2001, 766, 2035)
booth-subheading: பாக அமைப்பாளர்கள் : (539, 1791, 665, 1805)
booth-text: கே.சசிகுமார், 427, குளக்கரை தெரு, காயரம்பேடு, செங்கல்பட்டு. (865, 1443, 1128, 1477)
deputy-label: துணை அமைப்பாளர்கள் : (1138, 111, 1289, 125)
deputy-text: (1) அ.ராஜ்குமார், 96/1, பம்புரம் தெரு, திருவடிசூலம், செங்கல்பட்டு. (2) சுதாகர், 1/1, சன்னதி தெரு, திருவடிசூலம், செங்கல்பட்டு. (3) ராதகிருஷ்ணன், 27/1, சன்னதி தெரு, திருவடிசூலம், செங்கல்பட்டு. (1138, 1281, 1483, 1356)
